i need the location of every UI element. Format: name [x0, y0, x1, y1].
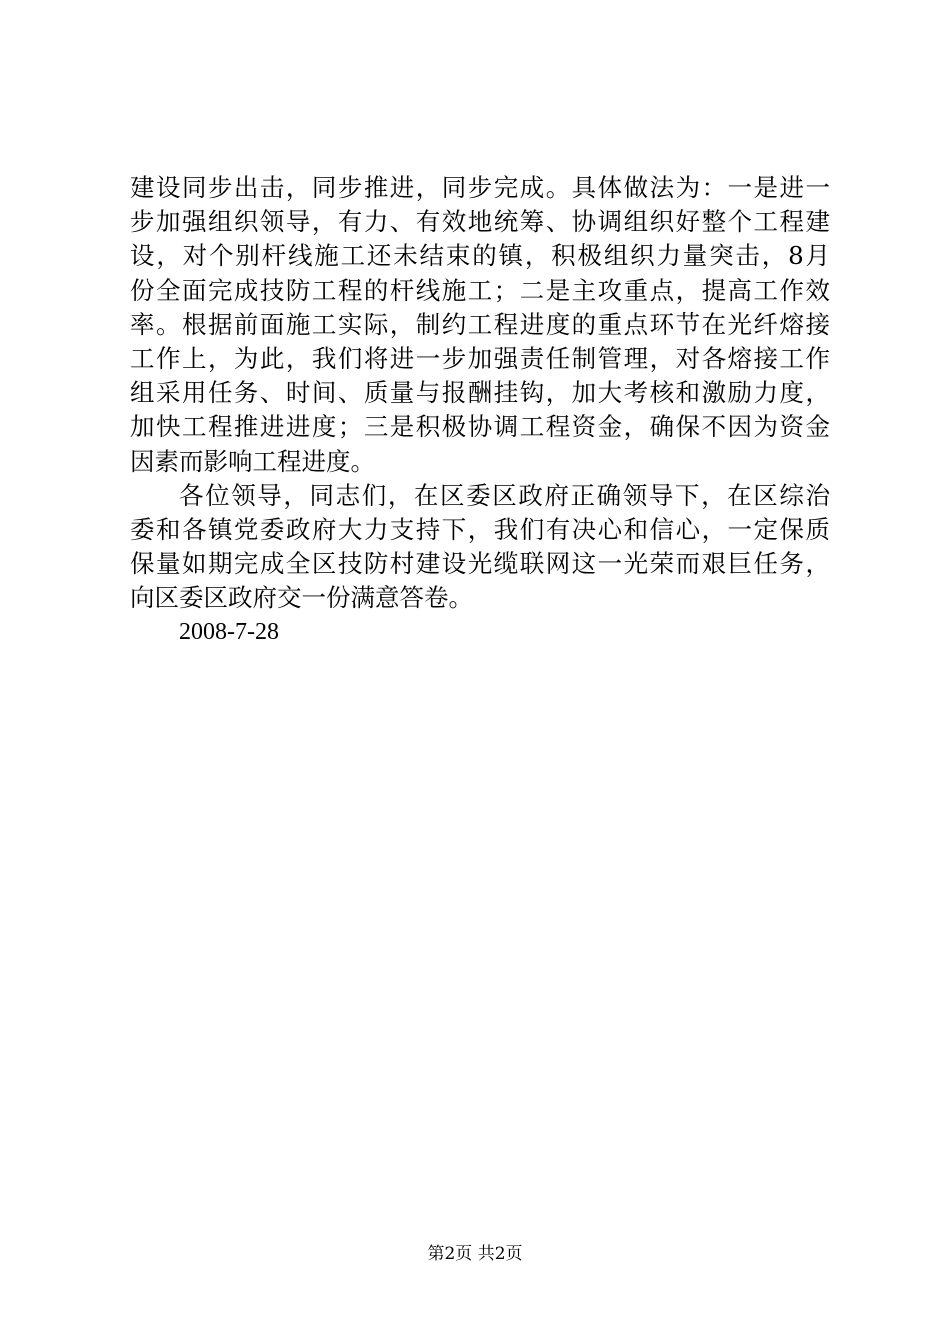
text-line: 工作上，为此，我们将进一步加强责任制管理，对各熔接工作 [130, 343, 830, 373]
page-footer: 第2页 共2页 [427, 1244, 523, 1264]
document-date: 2008-7-28 [179, 619, 279, 646]
paragraph-2 [130, 479, 830, 616]
text-line: 步加强组织领导，有力、有效地统筹、协调组织好整个工程建 [130, 207, 830, 237]
document-body [130, 171, 830, 650]
text-line: 率。根据前面施工实际，制约工程进度的重点环节在光纤熔接 [130, 309, 830, 339]
text-line: 建设同步出击，同步推进，同步完成。具体做法为：一是进一 [130, 173, 830, 202]
text-line: 设，对个别杆线施工还未结束的镇，积极组织力量突击，8月 [130, 241, 830, 271]
text-line: 向区委区政府交一份满意答卷。 [130, 583, 473, 613]
text-line: 组采用任务、时间、质量与报酬挂钩，加大考核和激励力度， [130, 378, 830, 408]
text-line: 委和各镇党委政府大力支持下，我们有决心和信心，一定保质 [130, 514, 830, 544]
text-line: 因素而影响工程进度。 [130, 446, 375, 476]
text-line: 加快工程推进进度；三是积极协调工程资金，确保不因为资金 [130, 412, 830, 442]
text-line: 保量如期完成全区技防村建设光缆联网这一光荣而艰巨任务， [130, 549, 830, 579]
text-line: 份全面完成技防工程的杆线施工；二是主攻重点，提高工作效 [130, 275, 830, 305]
paragraph-1 [130, 171, 830, 479]
text-line: 各位领导，同志们，在区委区政府正确领导下，在区综治 [179, 480, 830, 510]
